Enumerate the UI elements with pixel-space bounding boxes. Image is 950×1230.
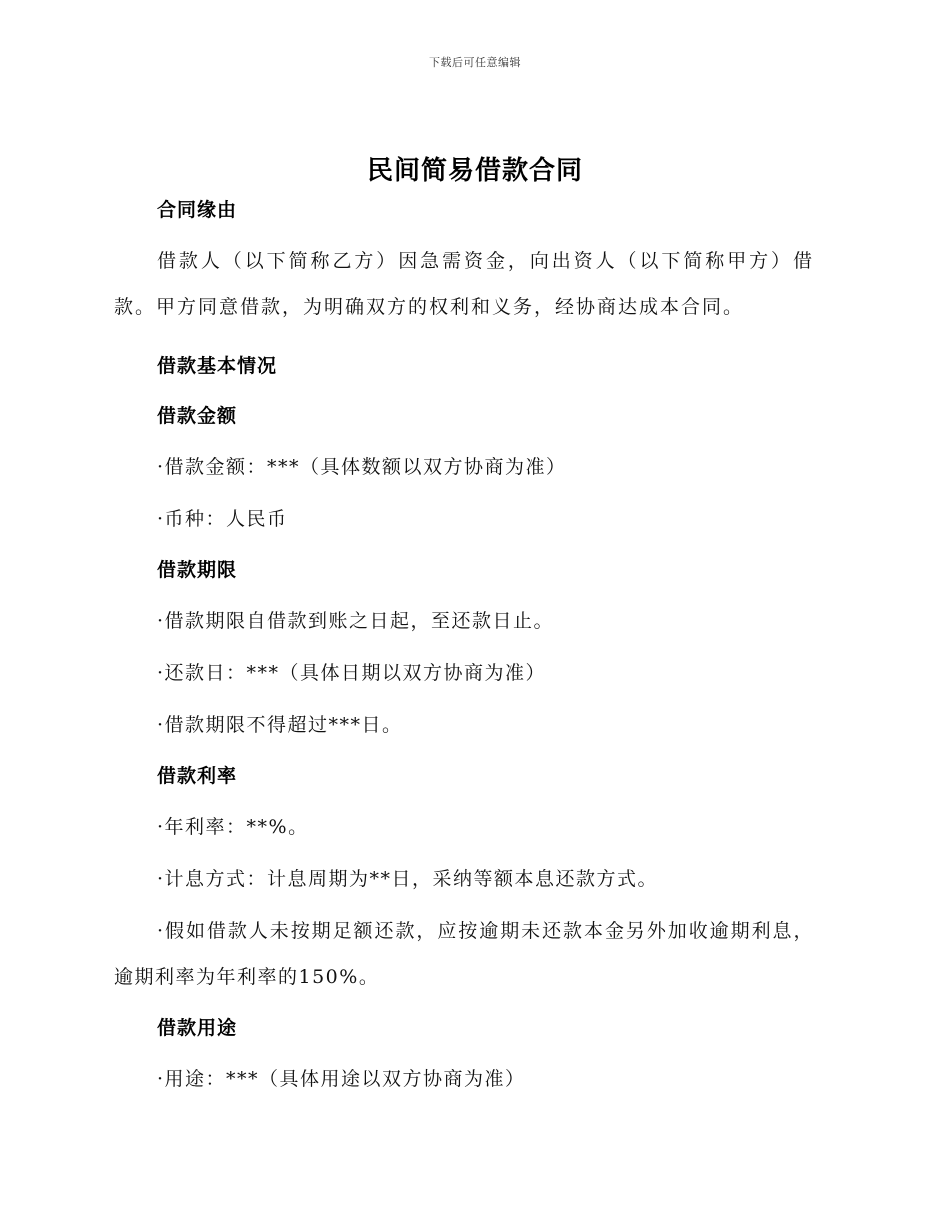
- document-title: 民间简易借款合同: [366, 156, 583, 186]
- paragraph-contract-reason: 借款人（以下简称乙方）因急需资金，向出资人（以下简称甲方）借款。甲方同意借款，为明确双方的权利和义务，经协商达成本合同。: [114, 250, 814, 318]
- list-item: ·假如借款人未按期足额还款，应按逾期未还款本金另外加收逾期利息，逾期利率为年利率的150%。: [114, 908, 814, 1000]
- list-item: ·借款期限自借款到账之日起，至还款日止。: [114, 598, 814, 644]
- bullet-icon: ·: [157, 508, 165, 530]
- bullet-icon: ·: [157, 610, 165, 632]
- header-note: 下载后可任意编辑: [429, 56, 521, 69]
- list-item: ·年利率：**%。: [114, 804, 814, 850]
- heading-loan-basics: 借款基本情况: [157, 355, 278, 377]
- list-item: ·计息方式：计息周期为**日，采纳等额本息还款方式。: [114, 856, 814, 902]
- list-item: ·币种：人民币: [114, 496, 814, 542]
- list-item: ·还款日：***（具体日期以双方协商为准）: [114, 650, 814, 696]
- list-item: ·借款期限不得超过***日。: [114, 702, 814, 748]
- bullet-icon: ·: [157, 816, 165, 838]
- bullet-icon: ·: [157, 714, 165, 736]
- heading-loan-term: 借款期限: [157, 559, 238, 581]
- list-item: ·用途：***（具体用途以双方协商为准）: [114, 1056, 814, 1102]
- heading-contract-reason: 合同缘由: [157, 199, 238, 221]
- heading-loan-amount: 借款金额: [157, 405, 238, 427]
- bullet-icon: ·: [157, 662, 165, 684]
- bullet-icon: ·: [157, 456, 165, 478]
- bullet-icon: ·: [157, 868, 165, 890]
- bullet-icon: ·: [157, 920, 165, 942]
- list-item: ·借款金额：***（具体数额以双方协商为准）: [114, 444, 814, 490]
- heading-loan-rate: 借款利率: [157, 765, 238, 787]
- heading-loan-purpose: 借款用途: [157, 1017, 238, 1039]
- document-body: [114, 196, 814, 1102]
- bullet-icon: ·: [157, 1068, 165, 1090]
